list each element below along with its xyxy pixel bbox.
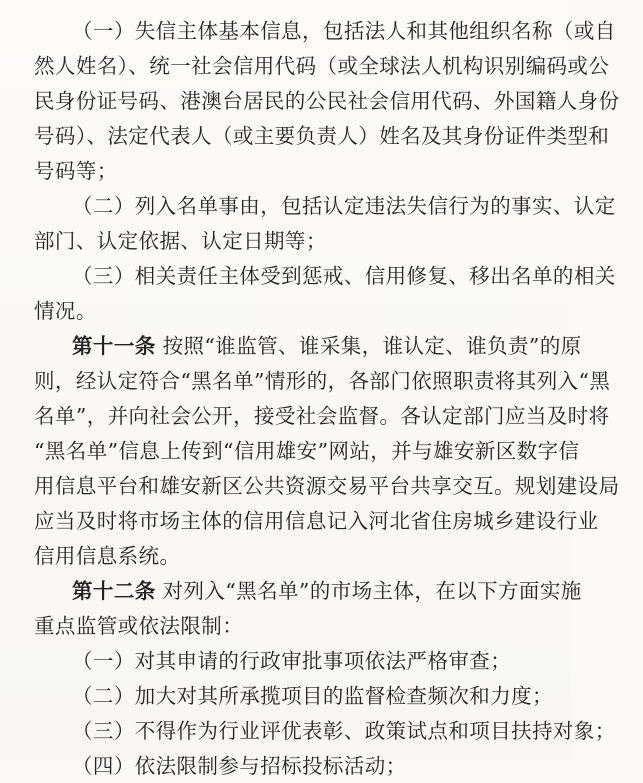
article-11-heading: 第十一条 [72, 334, 156, 358]
text-line-6: （二）列入名单事由，包括认定违法失信行为的事实、认定 [72, 194, 616, 218]
article-11-line [0, 329, 643, 363]
text-line-21: （一）对其申请的行政审批事项依法严格审查； [72, 649, 512, 673]
text-line-3: 民身份证号码、港澳台居民的公民社会信用代码、外国籍人身份 [34, 89, 620, 113]
article-12-heading: 第十二条 [72, 579, 156, 603]
text-line-4: 号码）、法定代表人（或主要负责人）姓名及其身份证件类型和 [34, 124, 610, 148]
text-line-22: （二）加大对其所承揽项目的监督检查频次和力度； [72, 684, 553, 708]
text-line-8: （三）相关责任主体受到惩戒、信用修复、移出名单的相关 [72, 264, 616, 288]
text-line-2: 然人姓名）、统一社会信用代码（或全球法人机构识别编码或公 [34, 54, 610, 78]
text-line-20: 重点监管或依法限制： [34, 614, 244, 638]
text-line-5: 号码等； [34, 159, 118, 183]
text-line-7: 部门、认定依据、认定日期等； [34, 229, 327, 253]
text-line-13: 名单”，并向社会公开，接受社会监督。各认定部门应当及时将 [34, 404, 610, 428]
text-line-9: 情况。 [34, 299, 97, 323]
text-line-16: 应当及时将市场主体的信用信息记入河北省住房城乡建设行业 [34, 509, 599, 533]
article-12-text: 对列入“黑名单”的市场主体，在以下方面实施 [162, 579, 582, 603]
text-line-14: “黑名单”信息上传到“信用雄安”网站，并与雄安新区数字信 [34, 439, 580, 463]
text-line-12: 则，经认定符合“黑名单”情形的，各部门依照职责将其列入“黑 [34, 369, 611, 393]
text-line-15: 用信息平台和雄安新区公共资源交易平台共享交互。规划建设局 [34, 474, 620, 498]
article-12-line [0, 574, 643, 608]
text-line-23: （三）不得作为行业评优表彰、政策试点和项目扶持对象； [72, 719, 616, 743]
text-line-24: （四）依法限制参与招标投标活动； [72, 754, 407, 778]
text-line-17: 信用信息系统。 [34, 544, 181, 568]
text-line-1: （一）失信主体基本信息，包括法人和其他组织名称（或自 [72, 19, 616, 43]
article-11-text: 按照“谁监管、谁采集，谁认定、谁负责”的原 [162, 334, 582, 358]
